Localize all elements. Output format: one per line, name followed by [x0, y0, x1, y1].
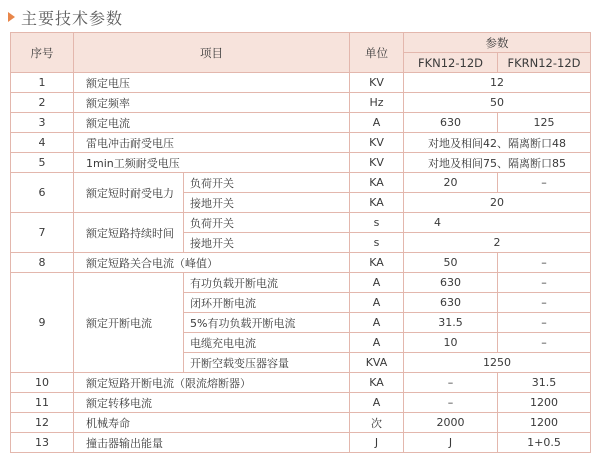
table-row [11, 373, 591, 393]
row-item: 额定频率 [74, 93, 350, 113]
row-unit: A [350, 393, 404, 413]
row-value: 4 [404, 213, 591, 233]
row-no: 5 [11, 153, 74, 173]
row-value-fkrn: – [498, 173, 591, 193]
row-unit: s [350, 233, 404, 253]
row-no: 1 [11, 73, 74, 93]
triangle-bullet-icon [8, 12, 15, 22]
row-item: 额定短时耐受电力 [74, 173, 184, 213]
row-subitem: 接地开关 [184, 193, 350, 213]
table-row [11, 93, 591, 113]
row-value: 12 [404, 73, 591, 93]
row-value: 2 [404, 233, 591, 253]
row-item: 额定短路开断电流（限流熔断器） [74, 373, 350, 393]
header-params: 参数 [404, 33, 591, 53]
row-no: 2 [11, 93, 74, 113]
row-item: 撞击器输出能量 [74, 433, 350, 453]
row-no: 7 [11, 213, 74, 253]
row-no: 4 [11, 133, 74, 153]
row-value: 1250 [404, 353, 591, 373]
row-unit: KV [350, 73, 404, 93]
row-item: 额定短路持续时间 [74, 213, 184, 253]
header-item: 项目 [74, 33, 350, 73]
row-value-fkn: 31.5 [404, 313, 498, 333]
section-title: 主要技术参数 [21, 8, 124, 28]
table-row [11, 173, 591, 193]
row-value-fkrn: 1+0.5 [498, 433, 591, 453]
row-item: 机械寿命 [74, 413, 350, 433]
table-row [11, 393, 591, 413]
row-value-fkn: 20 [404, 173, 498, 193]
row-subitem: 负荷开关 [184, 213, 350, 233]
row-value-fkrn: – [498, 253, 591, 273]
row-value-fkn: 630 [404, 113, 498, 133]
row-value-fkn: 2000 [404, 413, 498, 433]
row-unit: KV [350, 153, 404, 173]
table-row [11, 273, 591, 293]
row-unit: 次 [350, 413, 404, 433]
row-value: 20 [404, 193, 591, 213]
table-row [11, 433, 591, 453]
row-value-fkn: 630 [404, 293, 498, 313]
row-unit: A [350, 293, 404, 313]
row-subitem: 闭环开断电流 [184, 293, 350, 313]
header-no: 序号 [11, 33, 74, 73]
row-no: 10 [11, 373, 74, 393]
row-value-fkrn: – [498, 293, 591, 313]
table-row [11, 73, 591, 93]
row-subitem: 接地开关 [184, 233, 350, 253]
row-item: 额定短路关合电流（峰值） [74, 253, 350, 273]
row-unit: KV [350, 133, 404, 153]
row-value-fkrn: – [498, 273, 591, 293]
row-unit: A [350, 313, 404, 333]
row-no: 3 [11, 113, 74, 133]
table-row [11, 253, 591, 273]
row-value: 对地及相间42、隔离断口48 [404, 133, 591, 153]
row-item: 额定电压 [74, 73, 350, 93]
row-no: 13 [11, 433, 74, 453]
row-subitem: 开断空载变压器容量 [184, 353, 350, 373]
row-value-fkn: 630 [404, 273, 498, 293]
table-row [11, 133, 591, 153]
row-value-fkn: 10 [404, 333, 498, 353]
row-value-fkrn: – [498, 313, 591, 333]
row-subitem: 5%有功负载开断电流 [184, 313, 350, 333]
row-no: 8 [11, 253, 74, 273]
row-unit: KA [350, 173, 404, 193]
header-model-fkrn: FKRN12-12D [498, 53, 591, 73]
row-item: 额定电流 [74, 113, 350, 133]
row-item: 额定转移电流 [74, 393, 350, 413]
table-row [11, 113, 591, 133]
row-value-fkn: 50 [404, 253, 498, 273]
row-unit: A [350, 113, 404, 133]
row-value-fkrn: 1200 [498, 413, 591, 433]
table-row [11, 213, 591, 233]
row-unit: A [350, 333, 404, 353]
row-item: 雷电冲击耐受电压 [74, 133, 350, 153]
header-unit: 单位 [350, 33, 404, 73]
table-row [11, 413, 591, 433]
row-subitem: 负荷开关 [184, 173, 350, 193]
row-value-fkrn: 1200 [498, 393, 591, 413]
row-value-fkn: – [404, 373, 498, 393]
row-value-fkrn: 125 [498, 113, 591, 133]
row-unit: KA [350, 253, 404, 273]
row-subitem: 有功负载开断电流 [184, 273, 350, 293]
row-unit: J [350, 433, 404, 453]
row-subitem: 电缆充电电流 [184, 333, 350, 353]
row-value: 对地及相间75、隔离断口85 [404, 153, 591, 173]
row-unit: KA [350, 373, 404, 393]
row-unit: KVA [350, 353, 404, 373]
row-value-fkrn: – [498, 333, 591, 353]
row-item: 额定开断电流 [74, 273, 184, 373]
table-row [11, 153, 591, 173]
technical-parameters-table [10, 32, 591, 453]
header-model-fkn: FKN12-12D [404, 53, 498, 73]
row-value-fkn: J [404, 433, 498, 453]
row-unit: Hz [350, 93, 404, 113]
section-heading [8, 4, 123, 30]
row-unit: KA [350, 193, 404, 213]
row-no: 9 [11, 273, 74, 373]
row-unit: s [350, 213, 404, 233]
row-no: 12 [11, 413, 74, 433]
row-no: 11 [11, 393, 74, 413]
row-value: 50 [404, 93, 591, 113]
row-value-fkrn: 31.5 [498, 373, 591, 393]
row-no: 6 [11, 173, 74, 213]
row-value-fkn: – [404, 393, 498, 413]
row-unit: A [350, 273, 404, 293]
row-item: 1min工频耐受电压 [74, 153, 350, 173]
